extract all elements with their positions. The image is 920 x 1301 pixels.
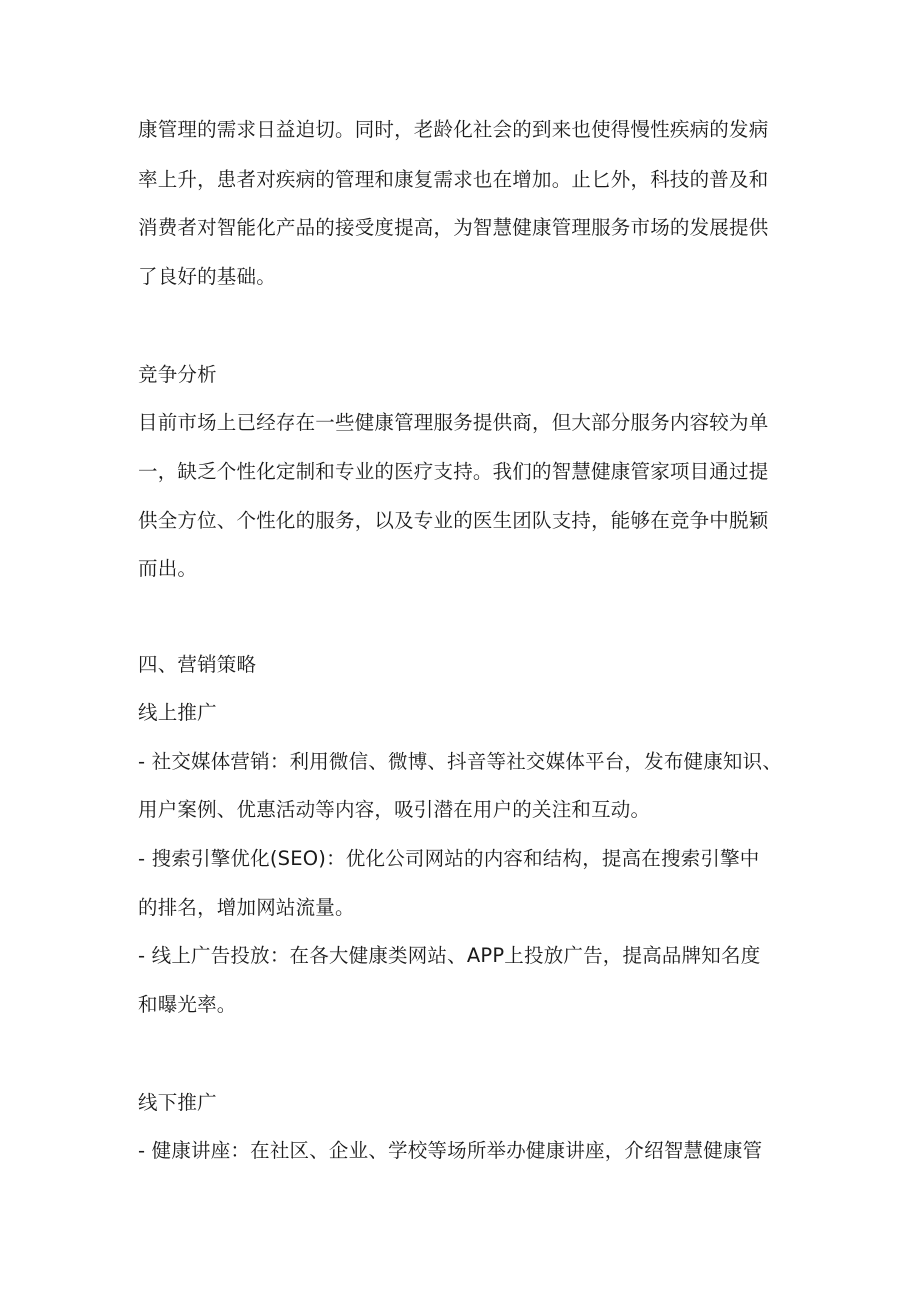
marketing-section-title: 四、营销策略	[138, 653, 257, 676]
intro-line: 康管理的需求日益迫切。同时，老龄化社会的到来也使得慢性疾病的发病	[138, 118, 769, 141]
offline-promotion-line: - 健康讲座：在社区、企业、学校等场所举办健康讲座，介绍智慧健康管	[138, 1139, 763, 1162]
intro-line: 消费者对智能化产品的接受度提高，为智慧健康管理服务市场的发展提供	[138, 216, 769, 239]
online-promotion-line: - 社交媒体营销：利用微信、微博、抖音等社交媒体平台，发布健康知识、	[138, 750, 783, 773]
competition-heading: 竞争分析	[138, 363, 217, 386]
offline-promotion-heading: 线下推广	[138, 1091, 217, 1114]
online-promotion-heading: 线上推广	[138, 701, 217, 724]
competition-line: 供全方位、个性化的服务，以及专业的医生团队支持，能够在竞争中脱颖	[138, 509, 769, 532]
online-promotion-line: - 线上广告投放：在各大健康类网站、APP上投放广告，提高品牌知名度	[138, 944, 761, 967]
online-promotion-line: 用户案例、优惠活动等内容，吸引潜在用户的关注和互动。	[138, 798, 651, 821]
competition-line: 一，缺乏个性化定制和专业的医疗支持。我们的智慧健康管家项目通过提	[138, 460, 769, 483]
competition-line: 而出。	[138, 557, 198, 580]
intro-line: 了良好的基础。	[138, 265, 276, 288]
intro-line: 率上升，患者对疾病的管理和康复需求也在增加。止匕外，科技的普及和	[138, 168, 769, 191]
competition-line: 目前市场上已经存在一些健康管理服务提供商，但大部分服务内容较为单	[138, 411, 769, 434]
online-promotion-line: 和曝光率。	[138, 993, 237, 1016]
online-promotion-line: 的排名，增加网站流量。	[138, 896, 355, 919]
online-promotion-line: - 搜索引擎优化(SEO)：优化公司网站的内容和结构，提高在搜索引擎中	[138, 847, 760, 870]
